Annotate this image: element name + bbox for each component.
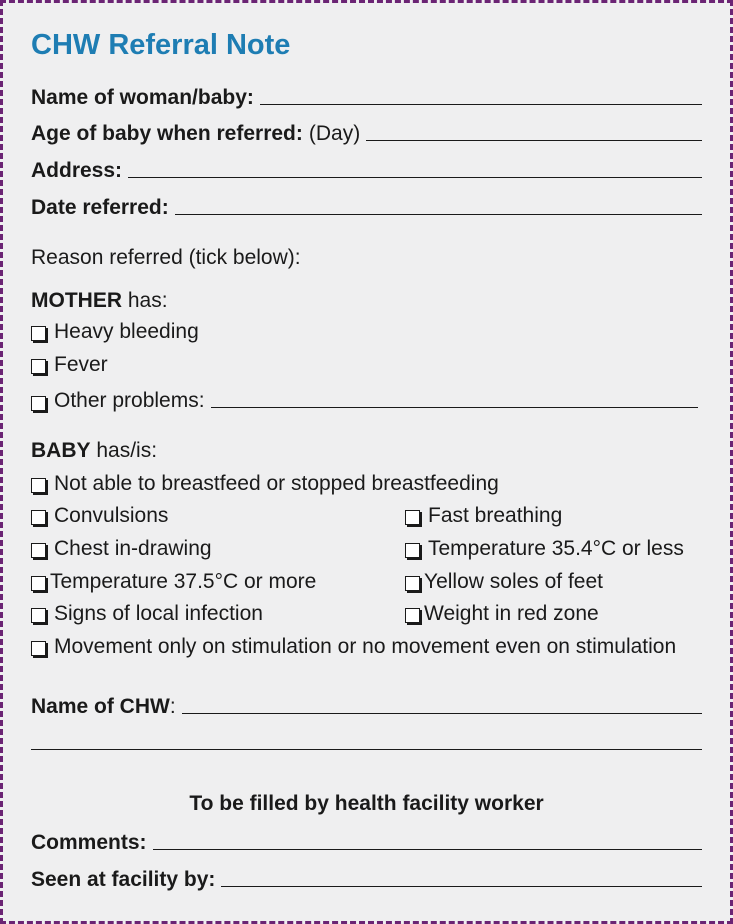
baby-item-yellow-soles[interactable]: [405, 570, 603, 594]
chw-name-input[interactable]: [182, 713, 702, 714]
checkbox-label: Convulsions: [54, 504, 169, 527]
checkbox-label: Fast breathing: [428, 504, 563, 527]
baby-item-local-infection[interactable]: [31, 602, 263, 626]
age-field-unit: (Day): [308, 122, 361, 145]
baby-item-chest-indrawing[interactable]: [31, 537, 212, 561]
mother-item-other-problems[interactable]: [31, 383, 698, 413]
checkbox-icon[interactable]: [31, 641, 46, 656]
date-field-label: Date referred:: [31, 196, 169, 219]
mother-heading-rest: has:: [122, 289, 168, 312]
checkbox-label: Other problems:: [54, 389, 205, 412]
comments-label: Comments:: [31, 831, 147, 854]
baby-item-high-temperature[interactable]: [31, 570, 316, 594]
mother-heading-bold: MOTHER: [31, 289, 122, 312]
checkbox-icon[interactable]: [405, 543, 420, 558]
checkbox-icon[interactable]: [31, 478, 46, 493]
name-field-input[interactable]: [260, 104, 702, 105]
mother-heading: [31, 289, 168, 313]
checkbox-icon[interactable]: [405, 510, 420, 525]
baby-heading-bold: BABY: [31, 439, 91, 462]
checkbox-label: Not able to breastfeed or stopped breastfeeding: [54, 472, 499, 495]
checkbox-label: Weight in red zone: [424, 602, 599, 625]
checkbox-label: Fever: [54, 353, 108, 376]
seen-by-row: [31, 862, 702, 892]
checkbox-icon[interactable]: [31, 608, 46, 623]
baby-item-breastfeeding[interactable]: [31, 472, 499, 496]
page-title: CHW Referral Note: [31, 29, 291, 61]
name-field-label: Name of woman/baby:: [31, 86, 254, 109]
chw-name-extra-line[interactable]: [31, 749, 702, 750]
age-field-input[interactable]: [366, 140, 702, 141]
checkbox-label: Movement only on stimulation or no movement even on stimulation: [54, 635, 677, 658]
address-field-input[interactable]: [128, 177, 702, 178]
checkbox-icon[interactable]: [31, 510, 46, 525]
checkbox-icon[interactable]: [405, 608, 420, 623]
chw-name-row: [31, 689, 702, 719]
chw-name-colon: :: [169, 695, 176, 718]
checkbox-label: Temperature 37.5°C or more: [50, 570, 317, 593]
baby-item-convulsions[interactable]: [31, 504, 168, 528]
baby-item-movement[interactable]: [31, 635, 676, 659]
other-problems-input[interactable]: [211, 407, 698, 408]
seen-by-input[interactable]: [221, 886, 702, 887]
checkbox-label: Temperature 35.4°C or less: [428, 537, 684, 560]
date-field-input[interactable]: [175, 214, 702, 215]
checkbox-icon[interactable]: [31, 359, 46, 374]
baby-item-weight-red-zone[interactable]: [405, 602, 599, 626]
baby-heading-rest: has/is:: [90, 439, 158, 462]
address-field-row: [31, 153, 702, 183]
checkbox-label: Signs of local infection: [54, 602, 263, 625]
mother-item-fever[interactable]: [31, 353, 108, 377]
chw-name-label: Name of CHW: [31, 695, 170, 718]
checkbox-icon[interactable]: [31, 396, 46, 411]
baby-heading: [31, 439, 157, 463]
date-field-row: [31, 190, 702, 220]
age-field-label: Age of baby when referred:: [31, 122, 303, 145]
seen-by-label: Seen at facility by:: [31, 868, 216, 891]
baby-item-low-temperature[interactable]: [405, 537, 684, 561]
baby-item-fast-breathing[interactable]: [405, 504, 562, 528]
checkbox-icon[interactable]: [31, 543, 46, 558]
comments-input[interactable]: [153, 849, 702, 850]
checkbox-label: Yellow soles of feet: [424, 570, 604, 593]
checkbox-label: Heavy bleeding: [54, 320, 199, 343]
name-field-row: [31, 80, 702, 110]
checkbox-icon[interactable]: [31, 576, 46, 591]
checkbox-label: Chest in-drawing: [54, 537, 212, 560]
checkbox-icon[interactable]: [31, 326, 46, 341]
checkbox-icon[interactable]: [405, 576, 420, 591]
mother-item-heavy-bleeding[interactable]: [31, 320, 199, 344]
age-field-row: [31, 116, 702, 146]
facility-section-title: To be filled by health facility worker: [189, 792, 544, 815]
address-field-label: Address:: [31, 159, 123, 182]
reason-intro: Reason referred (tick below):: [31, 246, 301, 269]
comments-row: [31, 825, 702, 855]
